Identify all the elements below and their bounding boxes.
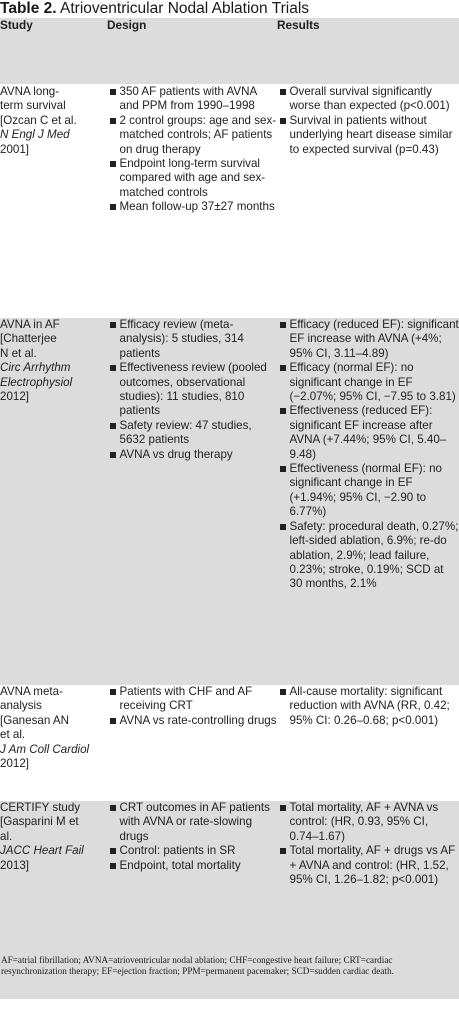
results-list <box>278 685 459 728</box>
result-item: Survival in patients without underlying heart disease similar to expected survival (p=0.43) <box>278 114 459 157</box>
design-item: AVNA vs drug therapy <box>108 448 277 462</box>
result-item: Total mortality, AF + drugs vs AF + AVNA and control: (HR, 1.52, 95% CI, 1.26–1.82; p<0.001) <box>278 844 459 887</box>
citation-year: 2012] <box>0 390 30 404</box>
design-list <box>108 85 277 215</box>
study-text: AVNA meta- <box>0 685 63 698</box>
header-study: Study <box>0 18 107 85</box>
result-item: Efficacy (reduced EF): significant EF increase with AVNA (+4%; 95% CI, 3.11–4.89) <box>278 318 459 361</box>
result-item: Overall survival significantly worse than expected (p<0.001) <box>278 85 459 114</box>
results-list <box>278 318 459 592</box>
result-item: Effectiveness (normal EF): no significant change in EF (+1.94%; 95% CI, −2.90 to 6.77%) <box>278 462 459 520</box>
journal-name: J Am Coll Cardiol <box>0 742 90 756</box>
design-item: Safety review: 47 studies, 5632 patients <box>108 419 277 448</box>
result-item: Total mortality, AF + AVNA vs control: (HR, 0.93, 95% CI, 0.74–1.67) <box>278 801 459 844</box>
journal-name: Circ Arrhythm Electrophysiol <box>0 361 73 389</box>
header-row <box>0 18 459 85</box>
result-item: Efficacy (normal EF): no significant change in EF (−2.07%; 95% CI, −7.95 to 3.81) <box>278 361 459 404</box>
study-cell <box>0 685 107 801</box>
table-row <box>0 85 459 319</box>
results-cell <box>277 85 459 319</box>
study-text: [Ganesan AN <box>0 713 69 727</box>
design-item: CRT outcomes in AF patients with AVNA or rate-slowing drugs <box>108 801 277 844</box>
design-item: 2 control groups: age and sex-matched controls; AF patients on drug therapy <box>108 114 277 157</box>
study-text: term survival <box>0 99 66 113</box>
design-cell <box>107 85 277 319</box>
study-text: N et al. <box>0 346 37 360</box>
journal-name: N Engl J Med <box>0 128 70 142</box>
design-item: Control: patients in SR <box>108 844 277 858</box>
study-text: analysis <box>0 699 42 713</box>
citation-year: 2001] <box>0 142 30 156</box>
study-cell <box>0 85 107 319</box>
study-cell <box>0 318 107 685</box>
study-text: CERTIFY study <box>0 801 81 814</box>
table-body <box>0 85 459 1000</box>
header-design: Design <box>107 18 277 85</box>
table-title <box>0 0 459 18</box>
header-results: Results <box>277 18 459 85</box>
design-cell <box>107 685 277 801</box>
design-list <box>108 318 277 462</box>
design-item: Mean follow-up 37±27 months <box>108 200 277 214</box>
design-list <box>108 685 277 728</box>
table-row <box>0 318 459 685</box>
trials-table <box>0 18 459 999</box>
table-title-text: Atrioventricular Nodal Ablation Trials <box>60 0 310 17</box>
design-item: Endpoint, total mortality <box>108 859 277 873</box>
study-text: [Chatterjee <box>0 332 57 346</box>
design-item: Efficacy review (meta-analysis): 5 studies, 314 patients <box>108 318 277 361</box>
study-text: al. <box>0 829 13 843</box>
study-text: et al. <box>0 728 26 742</box>
table-number: Table 2. <box>0 0 57 17</box>
journal-name: JACC Heart Fail <box>0 844 84 858</box>
study-text: AVNA in AF <box>0 318 60 331</box>
design-cell <box>107 318 277 685</box>
design-item: Effectiveness review (pooled outcomes, observational studies): 11 studies, 810 patients <box>108 361 277 419</box>
result-item: Effectiveness (reduced EF): significant EF increase after AVNA (+7.44%; 95% CI, 5.40–9.48) <box>278 404 459 462</box>
result-item: Safety: procedural death, 0.27%; left-sided ablation, 6.9%; re-do ablation, 2.9%; lead failure, 0.23%; stroke, 0.19%; SCD at 30 months, 2.1% <box>278 520 459 592</box>
citation-year: 2012] <box>0 757 30 771</box>
table-footnote: AF=atrial fibrillation; AVNA=atrioventricular nodal ablation; CHF=congestive heart failure; CRT=cardiac resynchronization therapy; EF=ejection fraction; PPM=permanent pacemaker; SCD=sudden cardiac death. <box>1 955 394 977</box>
design-list <box>108 801 277 873</box>
design-item: Patients with CHF and AF receiving CRT <box>108 685 277 714</box>
results-list <box>278 85 459 157</box>
results-list <box>278 801 459 887</box>
study-text: AVNA long- <box>0 85 60 98</box>
citation-year: 2013] <box>0 858 30 872</box>
result-item: All-cause mortality: significant reduction with AVNA (RR, 0.42; 95% CI: 0.26–0.68; p<0.001) <box>278 685 459 728</box>
design-item: AVNA vs rate-controlling drugs <box>108 714 277 728</box>
design-item: Endpoint long-term survival compared with age and sex-matched controls <box>108 157 277 200</box>
design-item: 350 AF patients with AVNA and PPM from 1990–1998 <box>108 85 277 114</box>
study-text: [Ozcan C et al. <box>0 113 77 127</box>
table-row <box>0 685 459 801</box>
study-text: [Gasparini M et <box>0 815 79 829</box>
results-cell <box>277 685 459 801</box>
results-cell <box>277 318 459 685</box>
